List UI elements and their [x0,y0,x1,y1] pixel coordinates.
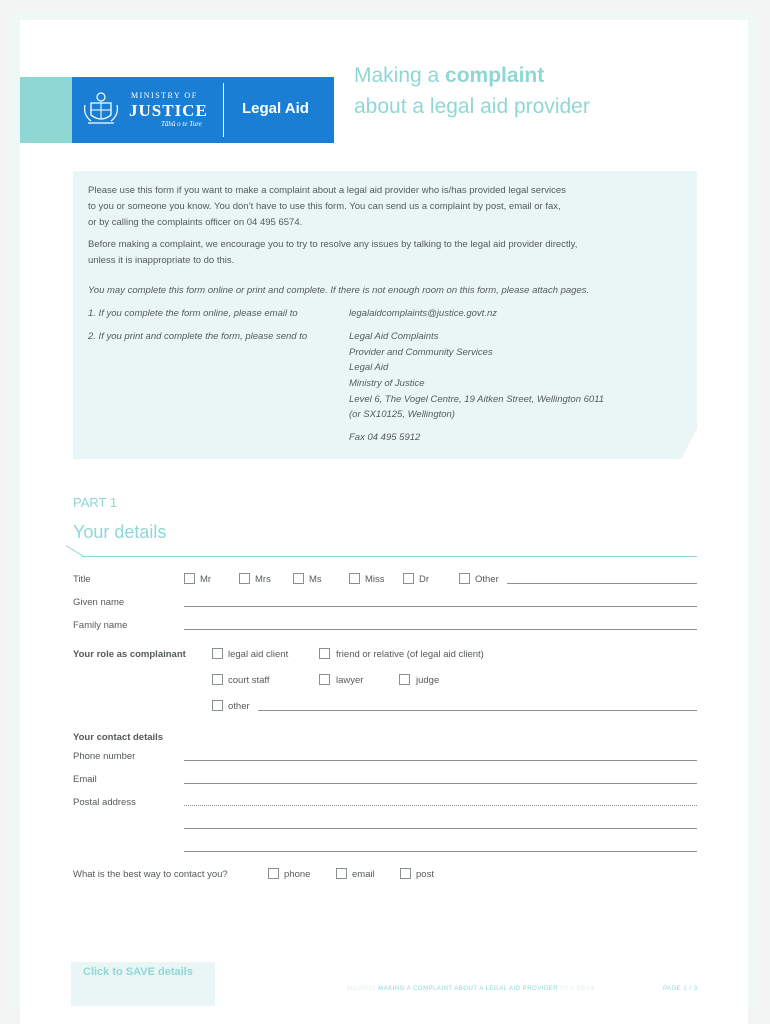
title-other-label: Other [475,574,499,585]
role-label: Your role as complainant [73,649,186,660]
doc-version: V2.0 03/14 [560,986,595,992]
role-friend-relative-label: friend or relative (of legal aid client) [336,649,484,660]
title-other-field[interactable] [507,583,697,584]
role-friend-relative-checkbox[interactable] [319,648,330,659]
legal-aid-brand: Legal Aid [242,100,309,117]
intro-para1-line3: or by calling the complaints officer on 04 495 6574. [88,217,303,228]
phone-field[interactable] [184,760,697,761]
doc-code: MOJ0011 [347,986,377,992]
ministry-logo-banner [72,77,334,143]
part-label: PART 1 [73,495,118,510]
contact-post-checkbox[interactable] [400,868,411,879]
intro-para2-line1: Before making a complaint, we encourage you to try to resolve any issues by talking to the legal aid provider directly, [88,239,578,250]
maori-name-text: Tāhū o te Ture [161,120,202,128]
title-ms-label: Ms [309,574,322,585]
logo-divider [223,83,224,137]
family-name-field[interactable] [184,629,697,630]
postal-address-field[interactable] [184,828,697,829]
address-line: Provider and Community Services [349,347,493,358]
contact-heading: Your contact details [73,732,164,743]
given-name-field[interactable] [184,606,697,607]
title-plain: Making a [354,64,446,87]
role-judge-label: judge [416,675,440,686]
intro-para3: You may complete this form online or print and complete. If there is not enough room on this form, please attach pages. [88,285,590,296]
role-other-checkbox[interactable] [212,700,223,711]
postal-address-label: Postal address [73,797,136,808]
instructions-panel [73,171,697,459]
title-bold: complaint [445,64,545,87]
address-line: Level 6, The Vogel Centre, 19 Aitken Street, Wellington 6011 [349,394,605,405]
contact-email-checkbox[interactable] [336,868,347,879]
address-line: Legal Aid [349,362,389,373]
title-dr-label: Dr [419,574,430,585]
phone-label: Phone number [73,751,136,762]
title-dr-checkbox[interactable] [403,573,414,584]
postal-address-field[interactable] [184,805,697,807]
title-label: Title [73,574,91,585]
title-other-checkbox[interactable] [459,573,470,584]
teal-tab-decoration [20,77,72,143]
title-ms-checkbox[interactable] [293,573,304,584]
contact-phone-label: phone [284,869,311,880]
document-footer [347,986,594,992]
ministry-of-text: MINISTRY OF [131,91,198,100]
role-judge-checkbox[interactable] [399,674,410,685]
address-line: Ministry of Justice [349,378,425,389]
address-line: (or SX10125, Wellington) [349,409,455,420]
document-title [354,60,590,122]
page-number: PAGE 1 / 3 [663,986,698,992]
section-rule [82,556,697,557]
title-mr-checkbox[interactable] [184,573,195,584]
role-court-staff-label: court staff [228,675,270,686]
coat-of-arms-icon [82,89,120,127]
doc-title: MAKING A COMPLAINT ABOUT A LEGAL AID PROVIDER [378,986,559,992]
intro-para1-line2: to you or someone you know. You don’t have to use this form. You can send us a complaint by post, email or fax, [88,201,561,212]
best-contact-label: What is the best way to contact you? [73,869,228,880]
role-lawyer-label: lawyer [336,675,364,686]
role-legal-aid-client-label: legal aid client [228,649,289,660]
complaints-email: legalaidcomplaints@justice.govt.nz [349,308,497,319]
family-name-label: Family name [73,620,128,631]
intro-para1-line1: Please use this form if you want to make a complaint about a legal aid provider who is/has provided legal services [88,185,566,196]
title-mrs-checkbox[interactable] [239,573,250,584]
title-mr-label: Mr [200,574,212,585]
title-line-2: about a legal aid provider [354,95,590,118]
save-details-label: Click to SAVE details [83,966,193,978]
contact-phone-checkbox[interactable] [268,868,279,879]
section-heading: Your details [73,522,167,542]
contact-post-label: post [416,869,434,880]
role-lawyer-checkbox[interactable] [319,674,330,685]
email-instruction-label: 1. If you complete the form online, please email to [88,308,298,319]
role-other-label: other [228,701,250,712]
given-name-label: Given name [73,597,125,608]
title-mrs-label: Mrs [255,574,271,585]
save-details-button[interactable] [71,962,215,1006]
address-line: Legal Aid Complaints [349,331,439,342]
justice-wordmark: JUSTICE [129,101,208,120]
contact-email-label: email [352,869,375,880]
title-miss-label: Miss [365,574,385,585]
panel-corner-cut [681,429,697,459]
role-other-field[interactable] [258,710,697,711]
role-legal-aid-client-checkbox[interactable] [212,648,223,659]
title-miss-checkbox[interactable] [349,573,360,584]
email-label: Email [73,774,97,785]
role-court-staff-checkbox[interactable] [212,674,223,685]
email-field[interactable] [184,783,697,784]
postal-address-field[interactable] [184,851,697,852]
post-instruction-label: 2. If you print and complete the form, please send to [88,331,308,342]
intro-para2-line2: unless it is inappropriate to do this. [88,255,235,266]
fax-number: Fax 04 495 5912 [349,432,421,443]
